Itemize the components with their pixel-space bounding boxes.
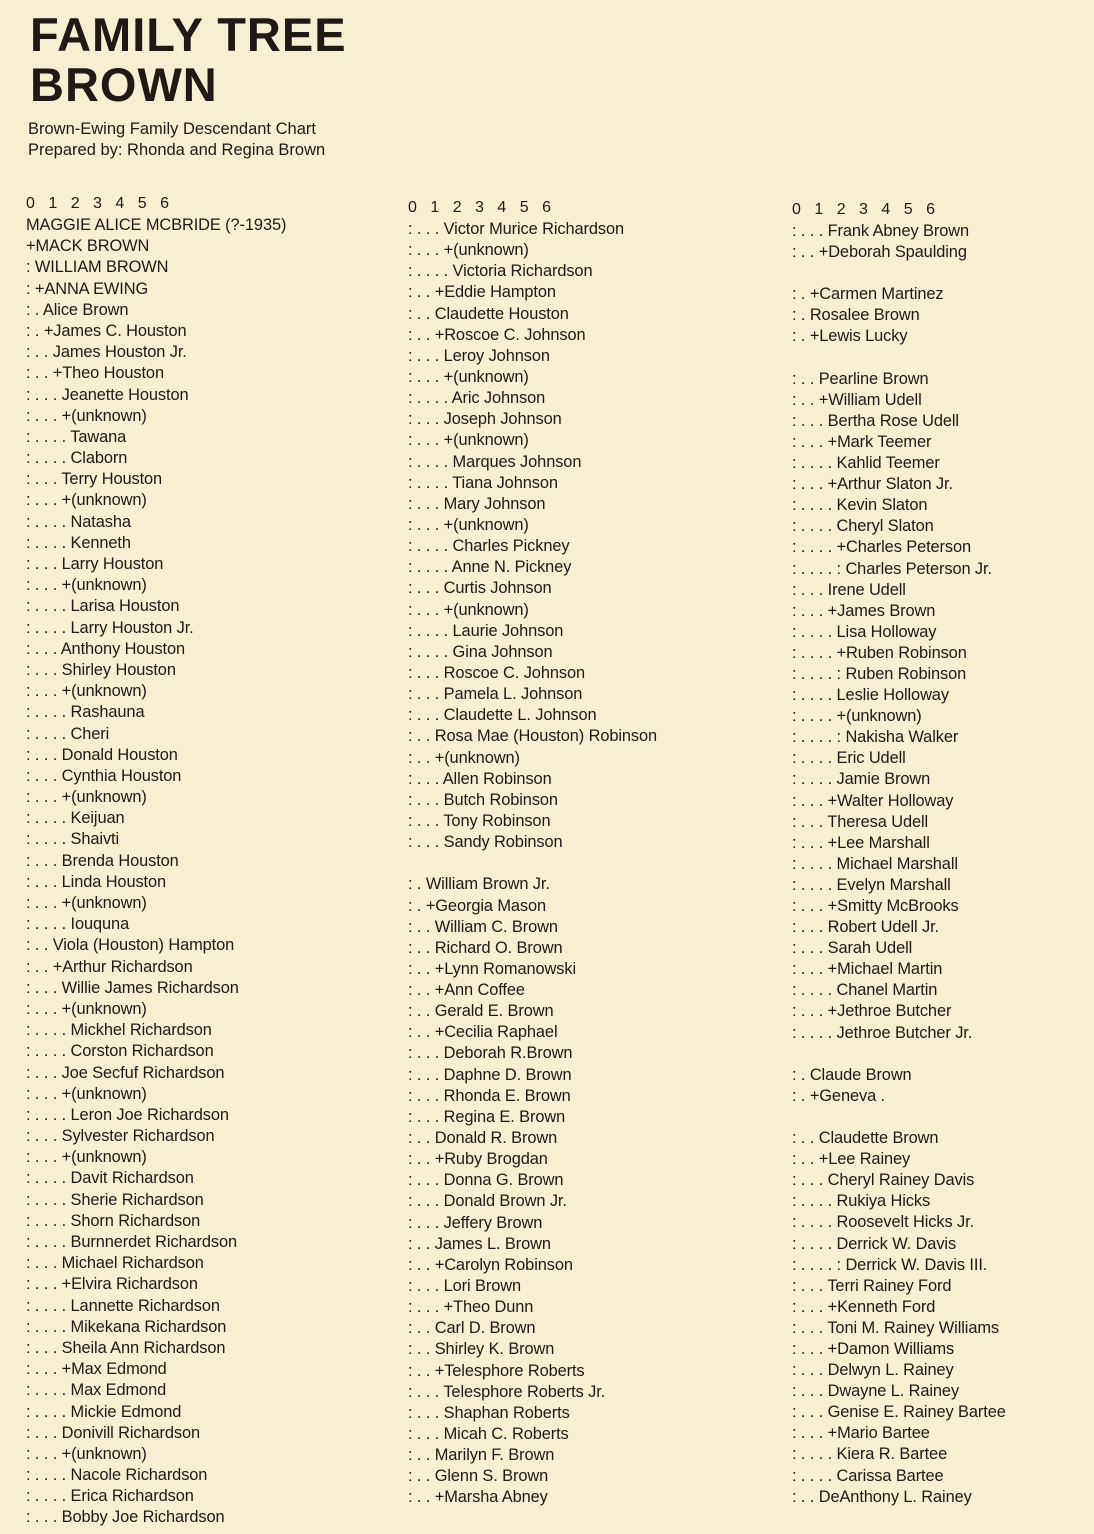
tree-entry: : . . . . : Charles Peterson Jr. [792,559,992,578]
tree-entry: : . . . . Sherie Richardson [26,1190,204,1209]
tree-entry: : . . . Theresa Udell [792,812,929,831]
tree-entry: : . . . Shaphan Roberts [408,1403,570,1422]
spacer-row [792,348,1006,369]
tree-entry: : . . . Daphne D. Brown [408,1065,572,1084]
tree-entry: : . . . Donivill Richardson [26,1423,201,1442]
tree-entry: : . . . Jeanette Houston [26,385,189,404]
tree-entry: : . . +Cecilia Raphael [408,1023,558,1042]
tree-entry: : . . . Linda Houston [26,872,167,891]
tree-entry: +MACK BROWN [26,237,150,256]
tree-entry: : . . . . +(unknown) [792,707,922,726]
tree-entry: : . . . Sylvester Richardson [26,1127,215,1146]
tree-entry: : . . . +Arthur Slaton Jr. [792,475,953,494]
tree-entry: : . . +William Udell [792,390,922,409]
tree-entry: : . . . Regina E. Brown [408,1107,566,1126]
tree-entry: : . . James Houston Jr. [26,343,187,362]
tree-entry: : . . . . Cheryl Slaton [792,517,934,536]
tree-entry: : . . . Telesphore Roberts Jr. [408,1382,606,1401]
tree-entry: : . . . +(unknown) [26,1148,147,1167]
tree-entry: : . . . Jeffery Brown [408,1213,543,1232]
tree-entry: : . . . +Theo Dunn [408,1298,534,1317]
tree-entry: : . . . . Tawana [26,427,127,446]
tree-entry: : . . . +Michael Martin [792,960,943,979]
tree-entry: : WILLIAM BROWN [26,258,169,277]
tree-entry: : . . . . Burnnerdet Richardson [26,1233,237,1251]
tree-entry: : . . . . Victoria Richardson [408,262,593,281]
tree-entry: : . . . . Kevin Slaton [792,496,928,515]
tree-entry: : . . +Arthur Richardson [26,957,193,976]
tree-entry: : . . Carl D. Brown [408,1319,536,1338]
tree-entry: : +ANNA EWING [26,279,149,298]
tree-entry: : . . . . Erica Richardson [26,1487,194,1506]
tree-entry: : . . . +(unknown) [26,1444,147,1463]
tree-entry: : . . . +(unknown) [26,999,147,1018]
tree-entry: : . . +Lynn Romanowski [408,959,577,978]
generation-header: 0 1 2 3 4 5 6 [26,195,174,212]
tree-entry: : . . . Sheila Ann Richardson [26,1338,226,1357]
tree-entry: : . . . Donald Houston [26,745,178,764]
tree-entry: : . . . . Davit Richardson [26,1169,194,1188]
tree-entry: : . . . +Mario Bartee [792,1424,930,1443]
tree-entry: : . . DeAnthony L. Rainey [792,1487,972,1506]
tree-entry: : . . . +Walter Holloway [792,791,954,810]
tree-entry: : . . . +(unknown) [26,682,147,701]
tree-entry: : . . . Allen Robinson [408,769,552,788]
tree-entry: : . . . +Damon Williams [792,1339,955,1358]
tree-entry: : . . . . Jamie Brown [792,770,931,789]
tree-entry: : . Claude Brown [792,1065,912,1084]
chart-subtitle: Brown-Ewing Family Descendant Chart [28,120,316,138]
tree-entry: : . . James L. Brown [408,1234,551,1253]
tree-entry: : . . . . Tiana Johnson [408,473,558,492]
tree-entry: : . . . Joseph Johnson [408,410,562,429]
tree-entry: : . . +Marsha Abney [408,1488,548,1507]
tree-entry: : . . . . : Derrick W. Davis III. [792,1255,988,1274]
tree-entry: : . . . +(unknown) [408,600,529,619]
tree-entry: : . . . . Kenneth [26,533,131,552]
spacer-row [792,1044,1006,1065]
tree-entry: : . . +Theo Houston [26,364,164,383]
tree-entry: : . . . Cynthia Houston [26,766,182,785]
tree-entry: : . . . Sandy Robinson [408,833,563,852]
tree-entry: : . . . . Jethroe Butcher Jr. [792,1023,973,1042]
tree-entry: : . . . . Shaivti [26,830,120,849]
tree-entry: : . . . Larry Houston [26,555,164,573]
tree-entry: : . . . Delwyn L. Rainey [792,1361,954,1380]
tree-entry: : . . . Shirley Houston [26,660,176,679]
tree-entry: : . . . +(unknown) [26,894,147,912]
tree-entry: : . . . . Claborn [26,449,128,468]
tree-entry: : . . . +(unknown) [26,1084,147,1103]
page-title [30,10,347,110]
tree-entry: : . . Richard O. Brown [408,938,563,957]
tree-entry: : . . +Ruby Brogdan [408,1150,548,1169]
tree-entry: : . . . . Leron Joe Richardson [26,1105,229,1124]
tree-entry: : . . Shirley K. Brown [408,1340,555,1359]
tree-entry: : . . . . Chanel Martin [792,981,938,1000]
tree-entry: : . . . Tony Robinson [408,811,551,830]
tree-entry: : . . +Lee Rainey [792,1150,911,1169]
tree-entry: : . +Georgia Mason [408,896,547,915]
tree-entry: : . . . . Rashauna [26,703,145,722]
tree-entry: : . . +Ann Coffee [408,981,525,1000]
tree-entry: : . . . Bertha Rose Udell [792,411,959,430]
tree-entry: : . . . Butch Robinson [408,790,558,809]
tree-entry: : . Alice Brown [26,300,129,319]
tree-entry: : . . . . +Ruben Robinson [792,643,967,662]
tree-entry: : . . . . Michael Marshall [792,854,958,873]
tree-entry: : . +James C. Houston [26,321,187,340]
entry-list [408,219,657,1509]
tree-entry: : . . . Mary Johnson [408,494,546,513]
tree-entry: : . . . . Nacole Richardson [26,1466,208,1485]
tree-entry: : . . . . Kahlid Teemer [792,454,940,473]
tree-entry: : . . Viola (Houston) Hampton [26,936,235,955]
tree-entry: : . . . +(unknown) [26,576,147,595]
tree-entry: : . . . +(unknown) [26,491,147,510]
tree-entry: : . . +Carolyn Robinson [408,1255,573,1274]
tree-entry: : . . . . Leslie Holloway [792,686,949,705]
column-2 [408,197,657,1509]
tree-entry: : . . . Toni M. Rainey Williams [792,1318,999,1337]
column-1 [26,193,286,1529]
tree-entry: : . . Donald R. Brown [408,1129,558,1148]
title-line-1: FAMILY TREE [30,8,347,61]
tree-entry: : . . . Dwayne L. Rainey [792,1382,960,1401]
tree-entry: : . . . . Charles Pickney [408,537,570,556]
tree-entry: : . . . +Kenneth Ford [792,1297,936,1316]
tree-entry: : . . . . Derrick W. Davis [792,1234,957,1253]
tree-entry: : . . . +(unknown) [26,788,147,807]
generation-header: 0 1 2 3 4 5 6 [408,199,556,216]
tree-entry: : . . . . Larisa Houston [26,597,180,616]
tree-entry: : . . . +Mark Teemer [792,432,932,451]
tree-entry: : . . . +(unknown) [408,241,529,260]
tree-entry: : . . . . Mickhel Richardson [26,1021,212,1040]
tree-entry: : . . . Leroy Johnson [408,346,550,365]
tree-entry: : . . . . Shorn Richardson [26,1211,201,1230]
spacer-row [792,1107,1006,1128]
tree-entry: : . . . . Marques Johnson [408,452,582,471]
tree-entry: : . . . . Larry Houston Jr. [26,618,194,637]
tree-entry: : . . . Genise E. Rainey Bartee [792,1403,1006,1422]
tree-entry: : . . . Irene Udell [792,580,906,599]
tree-entry: : . . . +(unknown) [408,367,529,386]
tree-entry: : . . . . Corston Richardson [26,1042,214,1061]
tree-entry: : . . . . Mikekana Richardson [26,1317,227,1336]
tree-entry: : . . . . Rukiya Hicks [792,1192,931,1211]
tree-entry: : . . . . Mickie Edmond [26,1402,182,1421]
entry-list [792,221,1006,1508]
tree-entry: : . +Carmen Martinez [792,285,944,304]
column-3 [792,199,1006,1508]
tree-entry: : . . . Deborah R.Brown [408,1044,573,1063]
tree-entry: : . . . Donald Brown Jr. [408,1192,567,1211]
tree-entry: : . . . . Aric Johnson [408,389,546,408]
tree-entry: : . . Gerald E. Brown [408,1002,554,1021]
tree-entry: : . . William C. Brown [408,917,558,936]
tree-entry: : . . . Michael Richardson [26,1254,204,1273]
tree-entry: : . . . Lori Brown [408,1277,521,1296]
tree-entry: : . . . . Kiera R. Bartee [792,1445,948,1464]
title-line-2: BROWN [30,58,218,111]
tree-entry: : . . . Roscoe C. Johnson [408,663,585,682]
tree-entry: : . . . +Lee Marshall [792,833,930,852]
tree-entry: : . . . . Keijuan [26,809,125,828]
tree-entry: : . . +Telesphore Roberts [408,1361,585,1380]
tree-entry: : . . +(unknown) [408,748,520,767]
spacer-row [408,853,657,874]
tree-entry: : . . . +(unknown) [408,515,529,534]
tree-entry: : . . . . : Ruben Robinson [792,664,967,683]
tree-entry: : . . . . : Nakisha Walker [792,728,959,747]
tree-entry: : . . +Eddie Hampton [408,283,556,302]
tree-entry: : . . . +(unknown) [26,406,147,425]
tree-entry: : . . . +Jethroe Butcher [792,1002,952,1021]
tree-entry: : . . . Pamela L. Johnson [408,685,583,704]
tree-entry: : . . . Bobby Joe Richardson [26,1508,225,1527]
tree-entry: : . . . Sarah Udell [792,939,913,958]
tree-entry: : . . . . Cheri [26,724,110,743]
tree-entry: : . . . . Lisa Holloway [792,622,937,641]
tree-entry: : . . . Brenda Houston [26,851,179,870]
tree-entry: : . . . +Elvira Richardson [26,1275,198,1294]
tree-entry: : . . . +Smitty McBrooks [792,897,959,915]
tree-entry: : . Rosalee Brown [792,306,920,325]
tree-entry: : . . . Terri Rainey Ford [792,1276,952,1295]
tree-entry: : . . . . Gina Johnson [408,642,553,661]
tree-entry: : . . . Micah C. Roberts [408,1425,569,1444]
tree-entry: : . . . . Evelyn Marshall [792,875,951,894]
tree-entry: : . . . Claudette L. Johnson [408,706,597,725]
tree-entry: : . . . Joe Secfuf Richardson [26,1063,225,1082]
tree-entry: : . . . Robert Udell Jr. [792,918,939,937]
tree-entry: : . . . +(unknown) [408,431,529,450]
tree-entry: : . . Claudette Brown [792,1129,939,1148]
tree-entry: : . +Geneva . [792,1086,886,1105]
tree-entry: : . . Pearline Brown [792,369,929,388]
tree-entry: : . . . . Iouquna [26,915,130,934]
tree-entry: : . . . Curtis Johnson [408,579,552,598]
generation-header: 0 1 2 3 4 5 6 [792,201,940,218]
tree-entry: : . . Glenn S. Brown [408,1467,549,1486]
tree-entry: : . . . . +Charles Peterson [792,538,972,557]
entry-list [26,215,286,1529]
tree-entry: : . . . Rhonda E. Brown [408,1086,571,1105]
tree-entry: : . . . Victor Murice Richardson [408,220,625,238]
tree-entry: : . . +Roscoe C. Johnson [408,325,586,344]
spacer-row [792,263,1006,284]
tree-entry: : . William Brown Jr. [408,875,550,894]
tree-entry: : . . . . Eric Udell [792,749,906,768]
tree-entry: : . . . Anthony Houston [26,639,185,658]
tree-entry: : . . . Willie James Richardson [26,978,239,997]
tree-entry: : . . Marilyn F. Brown [408,1446,555,1465]
tree-entry: : . . . . Roosevelt Hicks Jr. [792,1213,974,1232]
tree-entry: : . . . . Laurie Johnson [408,621,564,640]
tree-entry: : . . . +Max Edmond [26,1360,167,1379]
tree-entry: : . +Lewis Lucky [792,327,908,346]
tree-entry: : . . . . Carissa Bartee [792,1466,944,1485]
tree-entry: MAGGIE ALICE MCBRIDE (?-1935) [26,216,287,234]
tree-entry: : . . . . Lannette Richardson [26,1296,220,1315]
tree-entry: : . . . . Anne N. Pickney [408,558,572,577]
prepared-by: Prepared by: Rhonda and Regina Brown [28,141,326,159]
tree-entry: : . . . Donna G. Brown [408,1171,564,1190]
tree-entry: : . . . +James Brown [792,601,936,620]
tree-entry: : . . . . Max Edmond [26,1381,167,1400]
tree-entry: : . . . Frank Abney Brown [792,222,969,240]
tree-entry: : . . Claudette Houston [408,304,569,323]
tree-entry: : . . Rosa Mae (Houston) Robinson [408,727,658,746]
tree-entry: : . . . Terry Houston [26,470,163,489]
tree-entry: : . . . . Natasha [26,512,131,531]
tree-entry: : . . . Cheryl Rainey Davis [792,1171,975,1190]
tree-entry: : . . +Deborah Spaulding [792,243,967,262]
